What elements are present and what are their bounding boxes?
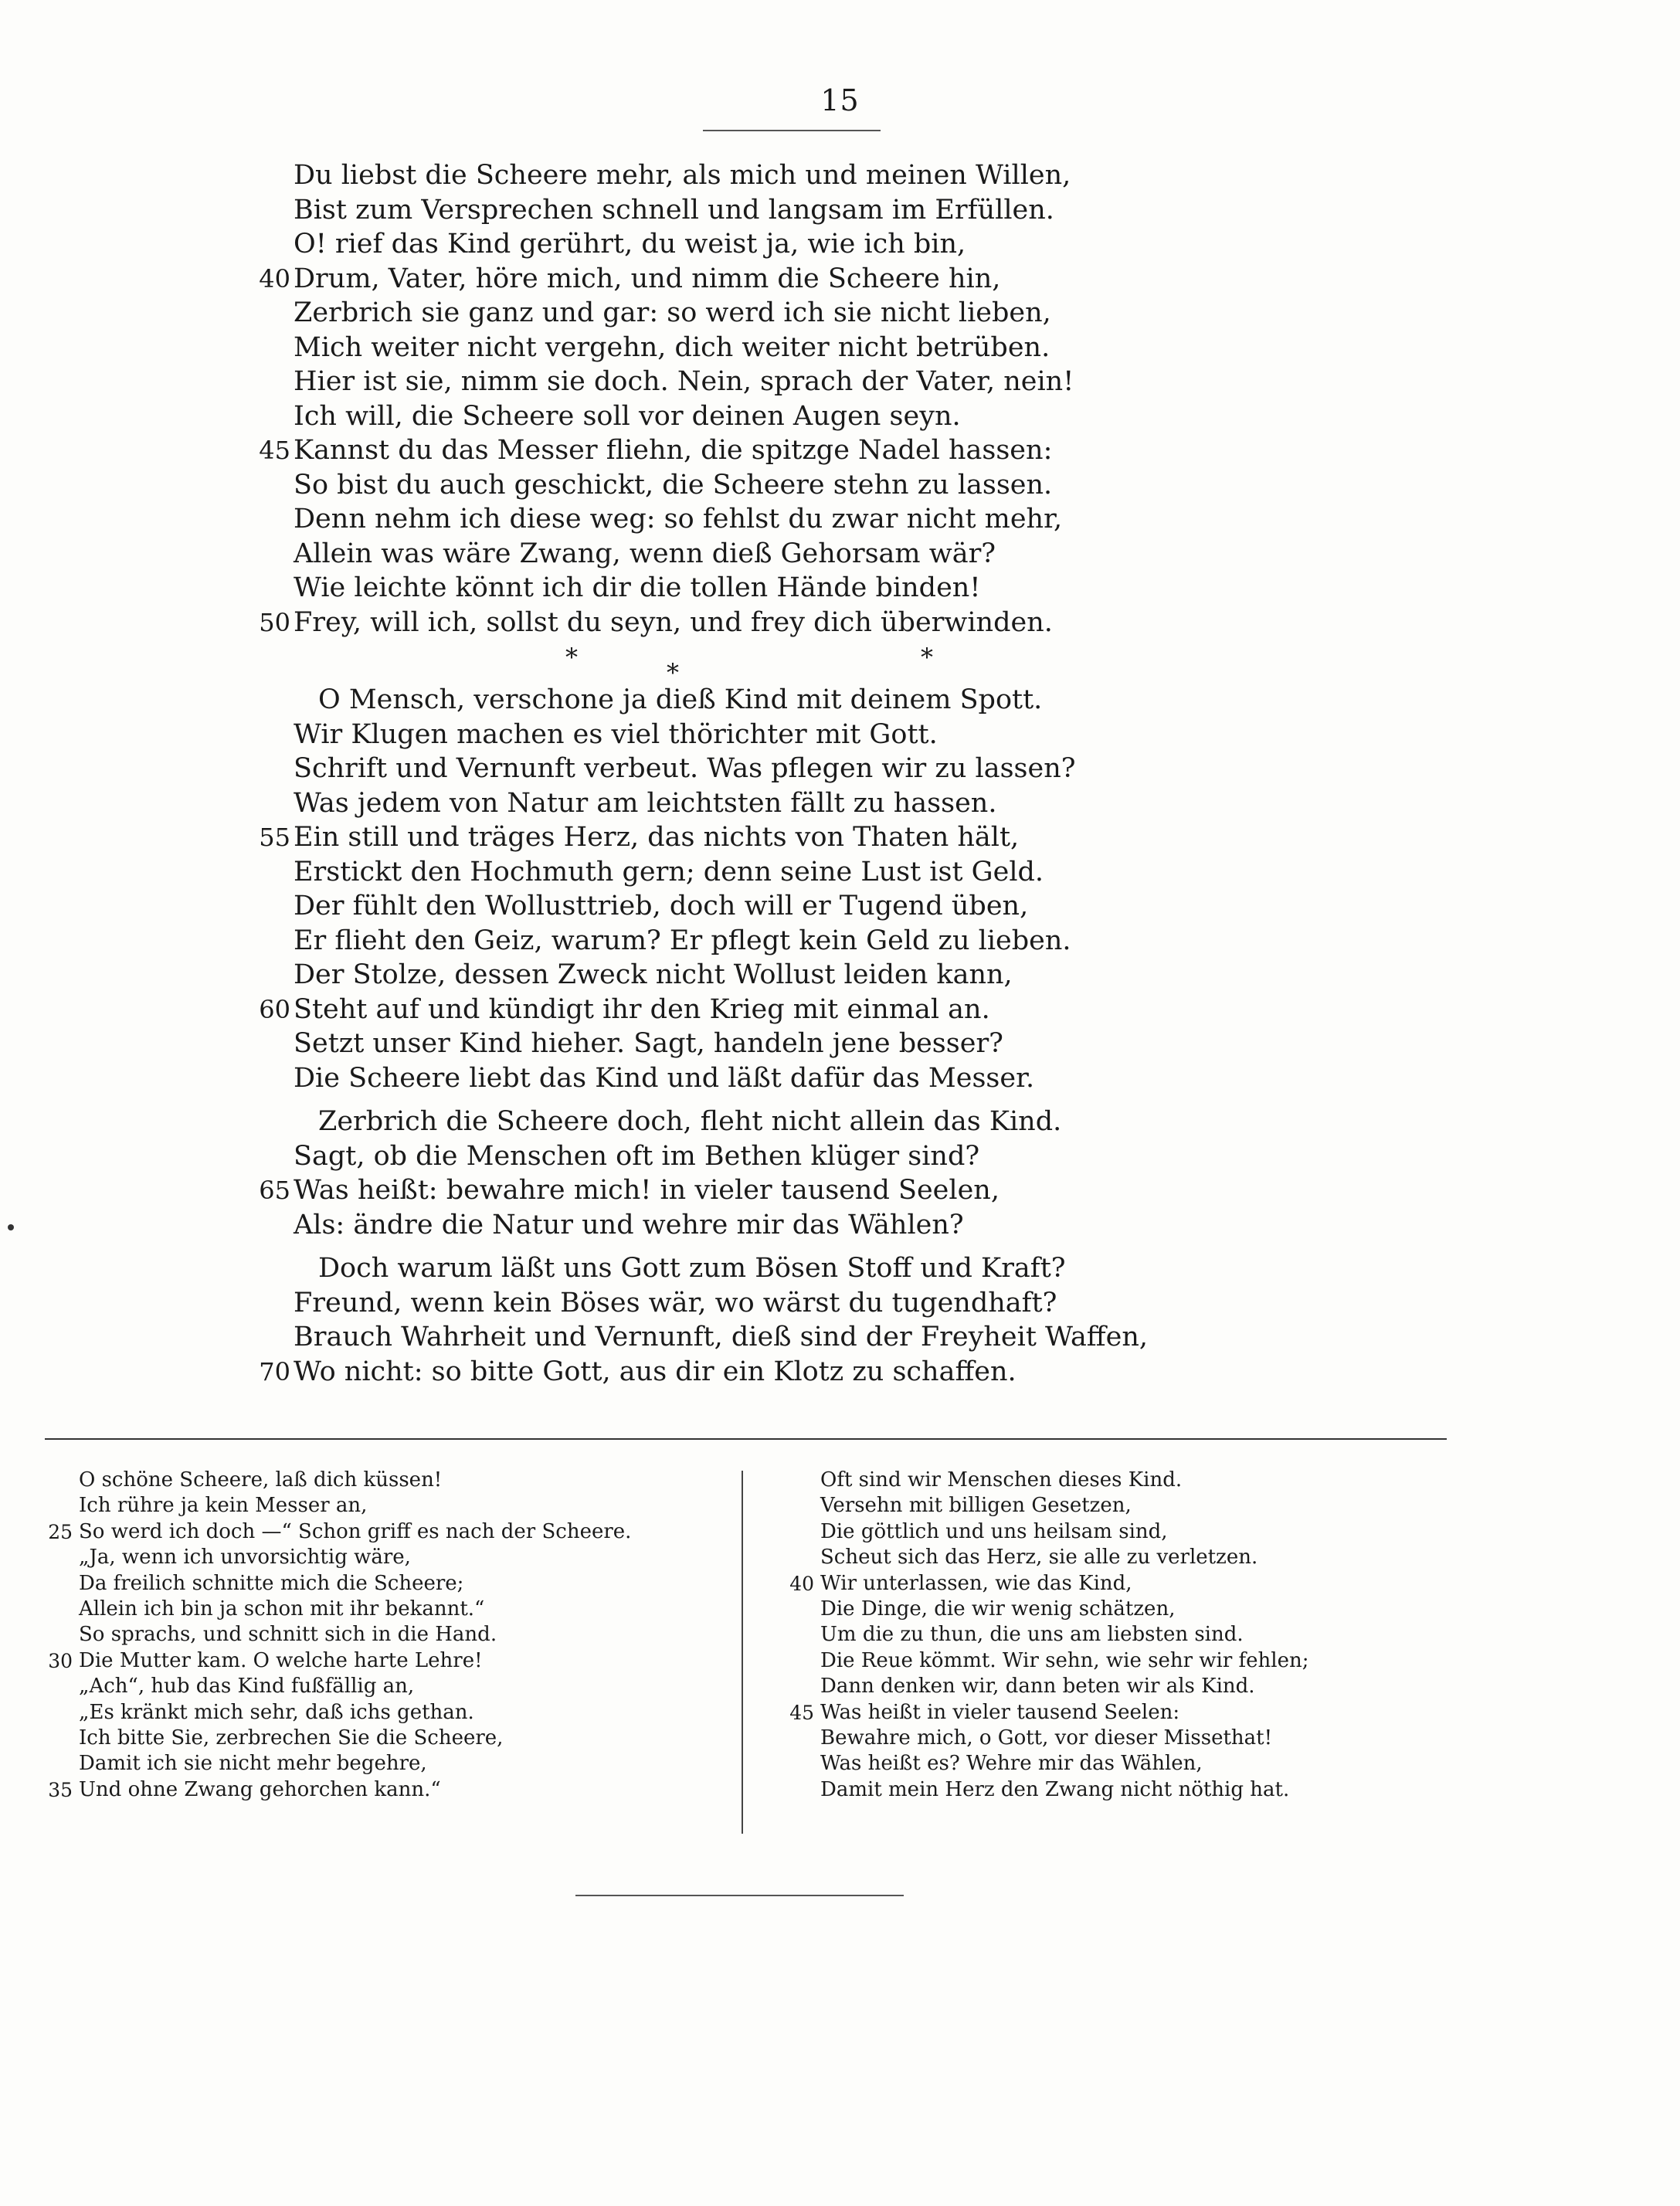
verse-text: Hier ist sie, nimm sie doch. Nein, sprach der Vater, nein! xyxy=(294,366,1074,397)
verse-text: Freund, wenn kein Böses wär, wo wärst du tugendhaft? xyxy=(294,1287,1057,1319)
verse-line xyxy=(247,889,1452,924)
verse-line xyxy=(247,1320,1452,1355)
verse-text: Die Scheere liebt das Kind und läßt dafür das Messer. xyxy=(294,1062,1035,1094)
verse-line xyxy=(772,1597,1468,1622)
verse-text: „Ach“, hub das Kind fußfällig an, xyxy=(79,1675,415,1699)
verse-text: Die Mutter kam. O welche harte Lehre! xyxy=(79,1648,483,1672)
verse-text: Was jedem von Natur am leichtsten fällt zu hassen. xyxy=(294,787,997,819)
verse-line xyxy=(31,1571,726,1597)
verse-text: Scheut sich das Herz, sie alle zu verletzen. xyxy=(820,1546,1258,1570)
verse-line xyxy=(31,1493,726,1519)
verse-line xyxy=(31,1545,726,1570)
verse-text: Sagt, ob die Menschen oft im Bethen klüger sind? xyxy=(294,1140,980,1172)
footnote-left-column xyxy=(31,1468,726,1803)
verse-line xyxy=(247,958,1452,993)
line-number: 35 xyxy=(48,1778,73,1801)
verse-line xyxy=(247,718,1452,752)
verse-line xyxy=(247,262,1452,297)
stanza-4 xyxy=(247,1251,1452,1389)
verse-line xyxy=(31,1519,726,1545)
line-number: 40 xyxy=(259,263,290,294)
verse-line xyxy=(247,227,1452,262)
verse-text: Um die zu thun, die uns am liebsten sind. xyxy=(820,1623,1244,1647)
verse-text: Die göttlich und uns heilsam sind, xyxy=(820,1519,1168,1543)
margin-dot xyxy=(8,1224,14,1230)
verse-text: Drum, Vater, höre mich, und nimm die Scheere hin, xyxy=(294,263,1001,294)
verse-line xyxy=(31,1648,726,1674)
verse-line xyxy=(247,1027,1452,1061)
verse-line xyxy=(247,1251,1452,1286)
verse-text: Ich bitte Sie, zerbrechen Sie die Scheere, xyxy=(79,1726,504,1750)
star: * xyxy=(667,658,679,687)
verse-text: Der fühlt den Wollusttrieb, doch will er Tugend üben, xyxy=(294,891,1029,921)
verse-text: Was heißt es? Wehre mir das Wählen, xyxy=(820,1752,1203,1776)
verse-line xyxy=(31,1751,726,1777)
verse-text: Als: ändre die Natur und wehre mir das Wählen? xyxy=(294,1209,964,1240)
line-number: 30 xyxy=(48,1649,73,1672)
verse-text: Erstickt den Hochmuth gern; denn seine Lust ist Geld. xyxy=(294,856,1044,887)
verse-text: Wir Klugen machen es viel thörichter mit Gott. xyxy=(294,718,938,750)
verse-text: Dann denken wir, dann beten wir als Kind. xyxy=(820,1675,1255,1699)
verse-line xyxy=(247,1173,1452,1208)
verse-line xyxy=(247,752,1452,786)
verse-text: Da freilich schnitte mich die Scheere; xyxy=(79,1571,464,1595)
verse-text: Wie leichte könnt ich dir die tollen Hände binden! xyxy=(294,572,981,603)
verse-text: O! rief das Kind gerührt, du weist ja, wie ich bin, xyxy=(294,229,966,260)
verse-text: Allein ich bin ja schon mit ihr bekannt.“ xyxy=(79,1597,485,1621)
verse-line xyxy=(247,331,1452,365)
verse-text: „Es kränkt mich sehr, daß ichs gethan. xyxy=(79,1700,474,1724)
verse-text: So bist du auch geschickt, die Scheere stehn zu lassen. xyxy=(294,469,1053,501)
verse-line xyxy=(247,1105,1452,1139)
verse-text: So werd ich doch —“ Schon griff es nach der Scheere. xyxy=(79,1519,632,1543)
verse-text: Oft sind wir Menschen dieses Kind. xyxy=(820,1468,1183,1492)
verse-text: O Mensch, verschone ja dieß Kind mit deinem Spott. xyxy=(318,684,1043,715)
verse-line xyxy=(772,1571,1468,1597)
verse-text: Wir unterlassen, wie das Kind, xyxy=(820,1571,1132,1595)
verse-line xyxy=(772,1674,1468,1699)
line-number: 45 xyxy=(259,436,290,465)
verse-line xyxy=(772,1726,1468,1751)
verse-text: Die Reue kömmt. Wir sehn, wie sehr wir fehlen; xyxy=(820,1648,1309,1672)
verse-line xyxy=(772,1777,1468,1803)
verse-text: Steht auf und kündigt ihr den Krieg mit einmal an. xyxy=(294,993,990,1025)
verse-text: Und ohne Zwang gehorchen kann.“ xyxy=(79,1777,441,1801)
verse-line xyxy=(247,537,1452,572)
star: * xyxy=(921,643,933,672)
stanza-3 xyxy=(247,1105,1452,1242)
verse-line xyxy=(247,1061,1452,1096)
verse-text: So sprachs, und schnitt sich in die Hand. xyxy=(79,1623,497,1647)
verse-line xyxy=(772,1493,1468,1519)
page-number: 15 xyxy=(820,83,860,117)
footnote-divider xyxy=(45,1438,1447,1440)
verse-text: Bist zum Versprechen schnell und langsam im Erfüllen. xyxy=(294,194,1054,226)
verse-text: Damit ich sie nicht mehr begehre, xyxy=(79,1752,427,1776)
verse-line xyxy=(772,1751,1468,1777)
verse-text: Denn nehm ich diese weg: so fehlst du zwar nicht mehr, xyxy=(294,504,1063,535)
verse-line xyxy=(772,1700,1468,1726)
verse-text: Schrift und Vernunft verbeut. Was pflegen wir zu lassen? xyxy=(294,753,1076,784)
line-number: 50 xyxy=(259,607,290,637)
verse-line xyxy=(247,1139,1452,1174)
verse-text: Damit mein Herz den Zwang nicht nöthig hat. xyxy=(820,1777,1290,1801)
verse-line xyxy=(247,158,1452,193)
verse-line xyxy=(31,1468,726,1493)
verse-text: Er flieht den Geiz, warum? Er pflegt kein Geld zu lieben. xyxy=(294,925,1071,956)
verse-line xyxy=(31,1700,726,1726)
verse-text: Allein was wäre Zwang, wenn dieß Gehorsam wär? xyxy=(294,538,996,569)
verse-line xyxy=(247,193,1452,228)
star: * xyxy=(565,643,578,672)
verse-line xyxy=(247,993,1452,1027)
verse-text: Kannst du das Messer fliehn, die spitzge Nadel hassen: xyxy=(294,435,1053,466)
main-poem xyxy=(247,158,1452,1389)
line-number: 70 xyxy=(259,1356,290,1386)
verse-line xyxy=(247,399,1452,434)
verse-line xyxy=(772,1519,1468,1545)
verse-line xyxy=(247,606,1452,640)
bottom-rule xyxy=(575,1895,904,1896)
verse-line xyxy=(247,683,1452,718)
verse-line xyxy=(772,1622,1468,1648)
verse-text: Ich rühre ja kein Messer an, xyxy=(79,1494,368,1518)
verse-line xyxy=(772,1468,1468,1493)
verse-line xyxy=(772,1545,1468,1570)
verse-line xyxy=(247,855,1452,890)
verse-line xyxy=(247,468,1452,503)
line-number: 45 xyxy=(789,1701,814,1724)
verse-text: Was heißt in vieler tausend Seelen: xyxy=(820,1700,1180,1724)
verse-text: Brauch Wahrheit und Vernunft, dieß sind der Freyheit Waffen, xyxy=(294,1322,1149,1352)
verse-line xyxy=(247,571,1452,606)
verse-line xyxy=(772,1648,1468,1674)
verse-line xyxy=(31,1622,726,1648)
verse-text: Doch warum läßt uns Gott zum Bösen Stoff und Kraft? xyxy=(318,1253,1066,1284)
verse-line xyxy=(247,502,1452,537)
verse-text: Was heißt: bewahre mich! in vieler tausend Seelen, xyxy=(294,1175,1000,1206)
verse-line xyxy=(31,1726,726,1751)
line-number: 60 xyxy=(259,994,290,1024)
verse-text: Zerbrich die Scheere doch, fleht nicht allein das Kind. xyxy=(318,1106,1062,1137)
verse-line xyxy=(247,1286,1452,1321)
footnote-right-column xyxy=(772,1468,1468,1803)
verse-text: Mich weiter nicht vergehn, dich weiter nicht betrüben. xyxy=(294,331,1050,363)
verse-line xyxy=(247,924,1452,959)
verse-line xyxy=(247,365,1452,399)
stanza-2 xyxy=(247,683,1452,1095)
verse-line xyxy=(31,1674,726,1699)
verse-text: Ich will, die Scheere soll vor deinen Augen seyn. xyxy=(294,400,961,432)
line-number: 25 xyxy=(48,1520,73,1543)
verse-line xyxy=(31,1777,726,1803)
header-rule xyxy=(703,130,881,131)
verse-text: Setzt unser Kind hieher. Sagt, handeln jene besser? xyxy=(294,1028,1003,1059)
verse-text: Versehn mit billigen Gesetzen, xyxy=(820,1494,1132,1518)
verse-text: Frey, will ich, sollst du seyn, und frey dich überwinden. xyxy=(294,606,1053,638)
stanza-1 xyxy=(247,158,1452,640)
column-rule xyxy=(742,1471,743,1834)
verse-text: „Ja, wenn ich unvorsichtig wäre, xyxy=(79,1546,411,1570)
section-stars xyxy=(247,640,1452,687)
verse-line xyxy=(31,1597,726,1622)
line-number: 55 xyxy=(259,823,290,852)
verse-line xyxy=(247,433,1452,468)
line-number: 65 xyxy=(259,1176,290,1205)
verse-line xyxy=(247,786,1452,821)
verse-line xyxy=(247,1208,1452,1243)
verse-text: Ein still und träges Herz, das nichts von Thaten hält, xyxy=(294,822,1020,853)
verse-text: Zerbrich sie ganz und gar: so werd ich sie nicht lieben, xyxy=(294,297,1051,328)
verse-text: Der Stolze, dessen Zweck nicht Wollust leiden kann, xyxy=(294,959,1013,990)
verse-text: Bewahre mich, o Gott, vor dieser Missethat! xyxy=(820,1726,1273,1750)
verse-line xyxy=(247,820,1452,855)
verse-text: O schöne Scheere, laß dich küssen! xyxy=(79,1468,443,1492)
verse-text: Wo nicht: so bitte Gott, aus dir ein Klotz zu schaffen. xyxy=(294,1356,1016,1387)
verse-line xyxy=(247,296,1452,331)
verse-text: Du liebst die Scheere mehr, als mich und meinen Willen, xyxy=(294,160,1071,191)
verse-text: Die Dinge, die wir wenig schätzen, xyxy=(820,1597,1176,1621)
verse-line xyxy=(247,1355,1452,1390)
line-number: 40 xyxy=(789,1572,814,1595)
